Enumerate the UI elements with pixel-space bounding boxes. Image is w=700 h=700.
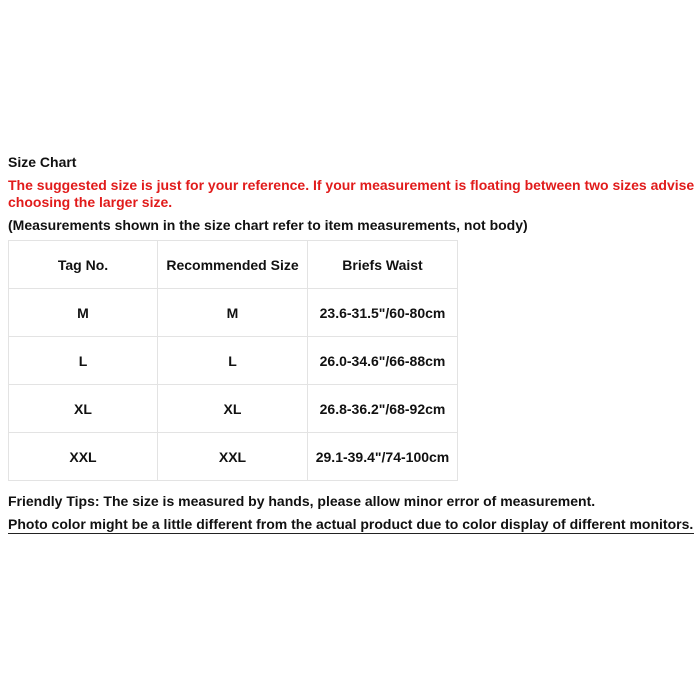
size-warning-text: The suggested size is just for your reference. If your measurement is floating between two sizes advise choosing the larger size. <box>8 177 695 210</box>
cell-tag: L <box>9 337 158 385</box>
header-briefs-waist: Briefs Waist <box>308 241 458 289</box>
friendly-tips: Friendly Tips: The size is measured by hands, please allow minor error of measurement. <box>8 493 596 509</box>
cell-waist: 26.0-34.6"/66-88cm <box>308 337 458 385</box>
size-chart-title: Size Chart <box>8 154 77 170</box>
cell-recommended: XL <box>158 385 308 433</box>
header-recommended-size: Recommended Size <box>158 241 308 289</box>
measurement-note: (Measurements shown in the size chart refer to item measurements, not body) <box>8 217 528 233</box>
header-tag-no: Tag No. <box>9 241 158 289</box>
cell-tag: XXL <box>9 433 158 481</box>
cell-tag: M <box>9 289 158 337</box>
cell-waist: 29.1-39.4"/74-100cm <box>308 433 458 481</box>
cell-recommended: M <box>158 289 308 337</box>
table-row <box>9 289 458 337</box>
size-table <box>8 240 458 481</box>
cell-recommended: L <box>158 337 308 385</box>
table-row <box>9 385 458 433</box>
table-row <box>9 433 458 481</box>
cell-waist: 26.8-36.2"/68-92cm <box>308 385 458 433</box>
cell-recommended: XXL <box>158 433 308 481</box>
table-header-row <box>9 241 458 289</box>
table-row <box>9 337 458 385</box>
cell-tag: XL <box>9 385 158 433</box>
photo-color-note: Photo color might be a little different from the actual product due to color display of different monitors. <box>8 516 694 532</box>
cell-waist: 23.6-31.5"/60-80cm <box>308 289 458 337</box>
